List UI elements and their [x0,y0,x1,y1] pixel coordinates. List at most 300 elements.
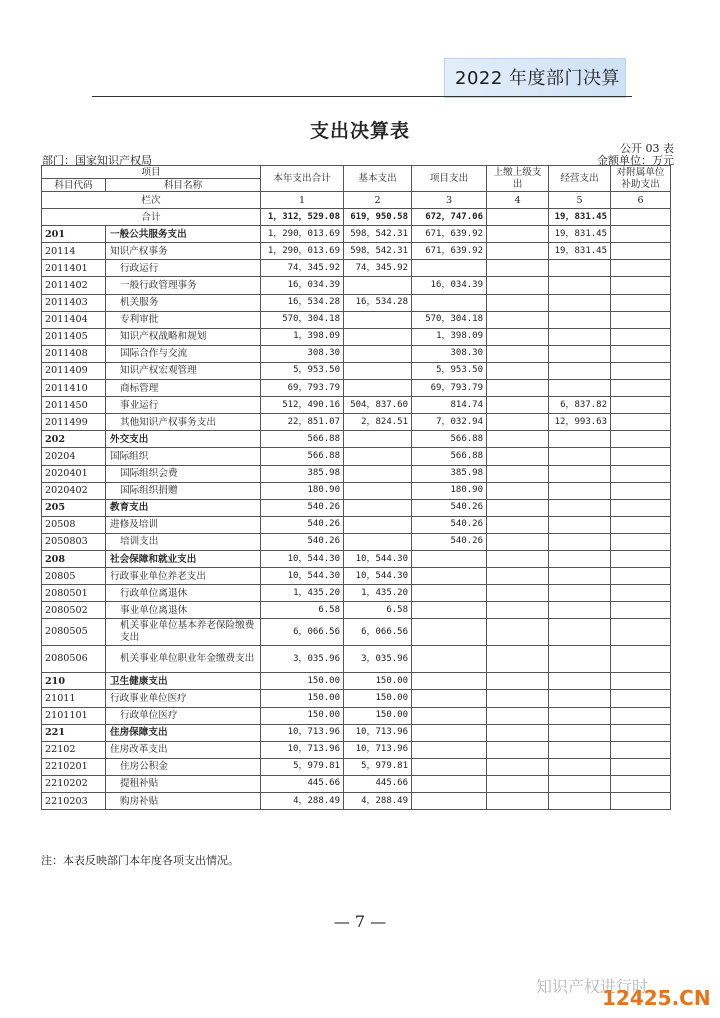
amount-subsidy [611,414,671,431]
amount-basic: 150.00 [344,690,412,707]
unit-label: 金额单位：万元 [597,154,674,167]
amount-upper [487,741,549,758]
amount-total: 16，034.39 [261,277,344,294]
total-label: 合计 [42,209,261,226]
amount-business: 19，831.45 [549,243,611,260]
subject-name: 事业单位离退休 [106,602,261,619]
table-row [42,397,671,414]
amount-total: 74，345.92 [261,260,344,277]
total-row [42,209,671,226]
amount-subsidy [611,294,671,311]
amount-business [549,311,611,328]
amount-total: 1，435.20 [261,585,344,602]
table-row [42,533,671,550]
table-row [42,758,671,775]
amount-subsidy [611,585,671,602]
amount-total: 1，290，013.69 [261,243,344,260]
column-index: 2 [344,192,412,209]
table-row [42,516,671,533]
amount-basic [344,362,412,379]
amount-business [549,690,611,707]
amount-basic [344,448,412,465]
amount-business [549,568,611,585]
column-index-label: 栏次 [42,192,261,209]
amount-total: 540.26 [261,533,344,550]
amount-upper [487,277,549,294]
amount-total: 566.88 [261,448,344,465]
subject-code: 2011450 [42,397,106,414]
amount-basic: 74，345.92 [344,260,412,277]
amount-subsidy [611,328,671,345]
amount-business [549,533,611,550]
subject-name: 行政运行 [106,260,261,277]
amount-subsidy [611,431,671,448]
amount-subsidy [611,793,671,810]
amount-basic: 6.58 [344,602,412,619]
amount-project: 570，304.18 [412,311,487,328]
amount-project [412,550,487,567]
total-cell: 1，312，529.08 [261,209,344,226]
amount-subsidy [611,482,671,499]
table-row [42,465,671,482]
amount-project [412,602,487,619]
subject-code: 208 [42,550,106,567]
subject-name: 卫生健康支出 [106,673,261,690]
subject-name: 一般行政管理事务 [106,277,261,294]
amount-project [412,707,487,724]
subject-name: 住房公积金 [106,758,261,775]
amount-subsidy [611,397,671,414]
watermark-logo: 12425.CN [602,986,711,1010]
subject-name: 社会保障和就业支出 [106,550,261,567]
total-cell: 672，747.06 [412,209,487,226]
amount-upper [487,448,549,465]
amount-business [549,345,611,362]
amount-project: 540.26 [412,533,487,550]
amount-basic: 445.66 [344,775,412,792]
amount-total: 6，066.56 [261,619,344,646]
amount-subsidy [611,448,671,465]
amount-upper [487,602,549,619]
header-project: 项目支出 [412,166,487,192]
subject-name: 教育支出 [106,499,261,516]
amount-total: 6.58 [261,602,344,619]
table-row [42,724,671,741]
column-index: 5 [549,192,611,209]
amount-business [549,793,611,810]
total-cell: 619，950.58 [344,209,412,226]
amount-project: 385.98 [412,465,487,482]
amount-project [412,673,487,690]
amount-total: 150.00 [261,707,344,724]
amount-upper [487,328,549,345]
amount-subsidy [611,741,671,758]
amount-subsidy [611,724,671,741]
table-row [42,707,671,724]
amount-business: 12，993.63 [549,414,611,431]
amount-subsidy [611,673,671,690]
amount-business [549,550,611,567]
subject-name: 一般公共服务支出 [106,226,261,243]
total-cell [611,209,671,226]
amount-basic: 16，534.28 [344,294,412,311]
subject-code: 2080506 [42,646,106,673]
amount-upper [487,568,549,585]
amount-basic: 2，824.51 [344,414,412,431]
amount-basic: 5，979.81 [344,758,412,775]
subject-code: 205 [42,499,106,516]
amount-subsidy [611,516,671,533]
header-item: 项目 [42,166,261,179]
subject-code: 2080505 [42,619,106,646]
amount-upper [487,707,549,724]
amount-basic [344,380,412,397]
subject-name: 外交支出 [106,431,261,448]
amount-project [412,724,487,741]
amount-basic [344,533,412,550]
subject-code: 20508 [42,516,106,533]
amount-subsidy [611,550,671,567]
amount-subsidy [611,380,671,397]
column-index: 3 [412,192,487,209]
subject-name: 国际组织捐赠 [106,482,261,499]
amount-business [549,758,611,775]
column-index: 1 [261,192,344,209]
amount-total: 566.88 [261,431,344,448]
page-title: 支出决算表 [309,120,410,142]
amount-business [549,260,611,277]
amount-upper [487,499,549,516]
subject-code: 2020401 [42,465,106,482]
amount-basic: 10，713.96 [344,724,412,741]
amount-subsidy [611,690,671,707]
table-row [42,294,671,311]
subject-code: 2080502 [42,602,106,619]
amount-business [549,465,611,482]
amount-total: 570，304.18 [261,311,344,328]
subject-name: 机关事业单位职业年金缴费支出 [106,646,261,673]
subject-code: 2011408 [42,345,106,362]
amount-basic: 504，837.60 [344,397,412,414]
amount-total: 180.90 [261,482,344,499]
amount-business [549,673,611,690]
subject-name: 机关事业单位基本养老保险缴费支出 [106,619,261,646]
table-row [42,482,671,499]
subject-code: 2210202 [42,775,106,792]
amount-total: 1，290，013.69 [261,226,344,243]
amount-upper [487,414,549,431]
header-upper: 上缴上级支出 [487,166,549,192]
subject-code: 2011405 [42,328,106,345]
amount-business [549,646,611,673]
table-row [42,448,671,465]
amount-project: 540.26 [412,499,487,516]
amount-basic: 6，066.56 [344,619,412,646]
page-number: — 7 — [333,912,387,931]
subject-name: 行政事业单位医疗 [106,690,261,707]
amount-upper [487,482,549,499]
amount-upper [487,690,549,707]
header-business: 经营支出 [549,166,611,192]
amount-subsidy [611,226,671,243]
subject-code: 2050803 [42,533,106,550]
amount-upper [487,465,549,482]
amount-basic [344,311,412,328]
amount-basic [344,516,412,533]
header-rule [92,96,632,97]
table-row [42,741,671,758]
amount-project: 308.30 [412,345,487,362]
table-row [42,646,671,673]
header-basic: 基本支出 [344,166,412,192]
subject-code: 2011409 [42,362,106,379]
subject-code: 2011410 [42,380,106,397]
amount-subsidy [611,465,671,482]
amount-subsidy [611,602,671,619]
amount-project [412,294,487,311]
amount-subsidy [611,533,671,550]
amount-subsidy [611,619,671,646]
table-row [42,793,671,810]
subject-name: 其他知识产权事务支出 [106,414,261,431]
subject-code: 2011403 [42,294,106,311]
table-row [42,380,671,397]
amount-basic: 10，544.30 [344,568,412,585]
amount-project: 7，032.94 [412,414,487,431]
amount-basic: 598，542.31 [344,243,412,260]
subject-code: 20114 [42,243,106,260]
table-row [42,277,671,294]
header-code: 科目代码 [42,179,106,192]
subject-name: 知识产权事务 [106,243,261,260]
amount-project [412,741,487,758]
subject-name: 培训支出 [106,533,261,550]
subject-code: 2011402 [42,277,106,294]
subject-name: 知识产权宏观管理 [106,362,261,379]
amount-project: 5，953.50 [412,362,487,379]
amount-project [412,568,487,585]
amount-total: 150.00 [261,673,344,690]
subject-code: 201 [42,226,106,243]
amount-business [549,277,611,294]
amount-upper [487,516,549,533]
table-row [42,568,671,585]
column-index: 4 [487,192,549,209]
amount-project: 671，639.92 [412,226,487,243]
subject-code: 2020402 [42,482,106,499]
amount-upper [487,724,549,741]
table-row [42,311,671,328]
amount-total: 540.26 [261,499,344,516]
amount-business [549,431,611,448]
table-row [42,585,671,602]
amount-basic [344,328,412,345]
amount-upper [487,646,549,673]
amount-business [549,724,611,741]
amount-project: 1，398.09 [412,328,487,345]
table-row [42,243,671,260]
table-row [42,260,671,277]
amount-upper [487,619,549,646]
amount-business [549,602,611,619]
amount-subsidy [611,775,671,792]
subject-name: 提租补贴 [106,775,261,792]
subject-name: 住房改革支出 [106,741,261,758]
amount-total: 10，544.30 [261,550,344,567]
subject-name: 行政事业单位养老支出 [106,568,261,585]
amount-basic: 3，035.96 [344,646,412,673]
amount-total: 445.66 [261,775,344,792]
amount-total: 1，398.09 [261,328,344,345]
amount-basic [344,277,412,294]
amount-subsidy [611,499,671,516]
amount-basic: 10，713.96 [344,741,412,758]
amount-project [412,758,487,775]
subject-code: 22102 [42,741,106,758]
amount-upper [487,793,549,810]
amount-business [549,380,611,397]
subject-name: 事业运行 [106,397,261,414]
amount-project [412,775,487,792]
amount-subsidy [611,707,671,724]
subject-code: 2210203 [42,793,106,810]
subject-code: 202 [42,431,106,448]
amount-basic: 150.00 [344,673,412,690]
amount-project [412,793,487,810]
subject-name: 知识产权战略和规划 [106,328,261,345]
subject-code: 20805 [42,568,106,585]
amount-total: 10，713.96 [261,724,344,741]
amount-upper [487,345,549,362]
subject-code: 2011404 [42,311,106,328]
amount-upper [487,226,549,243]
subject-name: 购房补贴 [106,793,261,810]
amount-upper [487,311,549,328]
amount-basic [344,499,412,516]
subject-code: 2011499 [42,414,106,431]
table-row [42,328,671,345]
amount-total: 16，534.28 [261,294,344,311]
table-row [42,345,671,362]
amount-project [412,646,487,673]
amount-project [412,585,487,602]
total-cell: 19，831.45 [549,209,611,226]
table-row [42,431,671,448]
amount-project: 180.90 [412,482,487,499]
amount-total: 10，713.96 [261,741,344,758]
amount-total: 4，288.49 [261,793,344,810]
subject-code: 2011401 [42,260,106,277]
subject-code: 21011 [42,690,106,707]
amount-basic [344,431,412,448]
amount-business [549,516,611,533]
amount-subsidy [611,277,671,294]
amount-basic: 4，288.49 [344,793,412,810]
subject-code: 2101101 [42,707,106,724]
subject-name: 专利审批 [106,311,261,328]
table-row [42,619,671,646]
table-row [42,499,671,516]
amount-upper [487,243,549,260]
amount-subsidy [611,243,671,260]
amount-business [549,448,611,465]
amount-project: 566.88 [412,431,487,448]
subject-name: 国际组织 [106,448,261,465]
amount-total: 512，490.16 [261,397,344,414]
amount-upper [487,550,549,567]
amount-total: 5，979.81 [261,758,344,775]
subject-code: 210 [42,673,106,690]
amount-basic [344,465,412,482]
amount-business [549,499,611,516]
amount-subsidy [611,362,671,379]
subject-name: 机关服务 [106,294,261,311]
amount-business [549,707,611,724]
amount-subsidy [611,345,671,362]
amount-upper [487,260,549,277]
amount-upper [487,431,549,448]
footnote: 注：本表反映部门本年度各项支出情况。 [41,854,239,867]
amount-basic: 1，435.20 [344,585,412,602]
amount-total: 150.00 [261,690,344,707]
amount-project: 540.26 [412,516,487,533]
amount-business [549,294,611,311]
amount-basic [344,482,412,499]
subject-code: 2210201 [42,758,106,775]
amount-business: 6，837.82 [549,397,611,414]
table-row [42,602,671,619]
amount-upper [487,362,549,379]
table-row [42,414,671,431]
amount-total: 69，793.79 [261,380,344,397]
amount-project: 814.74 [412,397,487,414]
amount-project: 566.88 [412,448,487,465]
subject-name: 行政单位离退休 [106,585,261,602]
amount-project [412,690,487,707]
expenditure-table [41,165,671,810]
total-cell [487,209,549,226]
subject-name: 国际组织会费 [106,465,261,482]
amount-upper [487,673,549,690]
amount-business: 19，831.45 [549,226,611,243]
amount-basic: 150.00 [344,707,412,724]
amount-upper [487,397,549,414]
amount-business [549,328,611,345]
subject-name: 商标管理 [106,380,261,397]
department-label: 部门：国家知识产权局 [42,154,152,167]
amount-total: 5，953.50 [261,362,344,379]
subject-name: 住房保障支出 [106,724,261,741]
amount-upper [487,775,549,792]
table-row [42,362,671,379]
amount-basic: 598，542.31 [344,226,412,243]
amount-business [549,741,611,758]
amount-project: 671，639.92 [412,243,487,260]
amount-subsidy [611,646,671,673]
subject-name: 行政单位医疗 [106,707,261,724]
amount-upper [487,758,549,775]
amount-upper [487,380,549,397]
amount-business [549,482,611,499]
amount-basic [344,345,412,362]
table-row [42,690,671,707]
amount-subsidy [611,260,671,277]
amount-project: 16，034.39 [412,277,487,294]
amount-total: 385.98 [261,465,344,482]
amount-business [549,619,611,646]
subject-code: 20204 [42,448,106,465]
amount-business [549,775,611,792]
